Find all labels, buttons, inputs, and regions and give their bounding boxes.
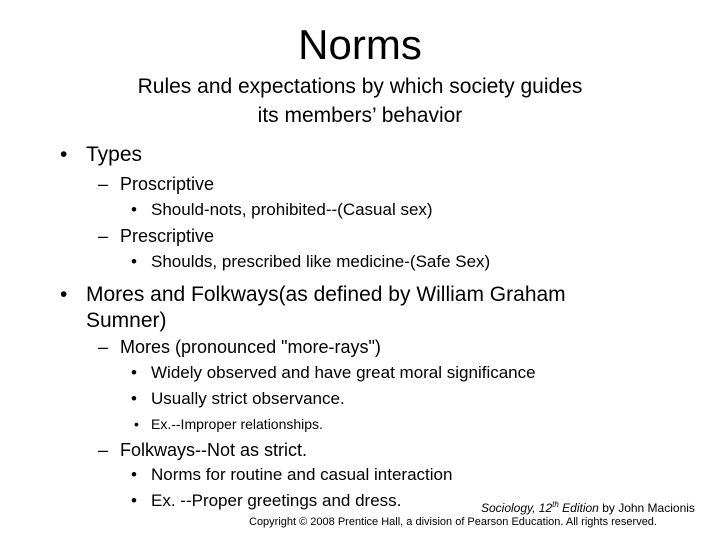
sub-bullet-proscriptive xyxy=(98,172,214,196)
source-credit xyxy=(481,500,695,516)
detail-text: Ex.--Improper relationships. xyxy=(151,416,323,432)
slide-title: Norms xyxy=(298,21,422,68)
bullet-text: Types xyxy=(86,143,143,166)
sub-bullet-text: Proscriptive xyxy=(120,174,215,194)
detail-folkways-1 xyxy=(131,463,452,487)
sub-bullet-text: Folkways--Not as strict. xyxy=(120,440,308,460)
bullet-marker: • xyxy=(131,491,137,510)
bullet-marker: • xyxy=(60,283,68,306)
dash-marker: – xyxy=(98,337,109,357)
edition-superscript: th xyxy=(552,500,559,509)
sub-bullet-text: Mores (pronounced "more-rays") xyxy=(120,337,381,357)
sub-bullet-folkways xyxy=(98,438,307,462)
sub-bullet-mores xyxy=(98,335,381,359)
bullet-marker: • xyxy=(134,416,139,432)
detail-mores-2 xyxy=(131,387,345,411)
copyright-notice: Copyright © 2008 Prentice Hall, a division of Pearson Education. All rights reserved. xyxy=(249,516,657,528)
bullet-marker: • xyxy=(131,363,137,382)
dash-marker: – xyxy=(98,226,109,246)
detail-text: Shoulds, prescribed like medicine-(Safe Sex) xyxy=(151,252,491,271)
dash-marker: – xyxy=(98,174,109,194)
bullet-marker: • xyxy=(131,200,137,219)
detail-prescriptive xyxy=(131,250,490,274)
subtitle-line-1: Rules and expectations by which society guides xyxy=(137,75,583,98)
bullet-text: Mores and Folkways(as defined by William Graham xyxy=(86,283,566,306)
subtitle-line-2: its members’ behavior xyxy=(257,104,463,127)
bullet-marker: • xyxy=(131,389,137,408)
bullet-marker: • xyxy=(131,465,137,484)
detail-text: Norms for routine and casual interaction xyxy=(151,465,453,484)
detail-text: Ex. --Proper greetings and dress. xyxy=(151,491,402,510)
detail-text: Usually strict observance. xyxy=(151,389,345,408)
bullet-mores-folkways-cont: Sumner) xyxy=(86,309,167,332)
bullet-marker: • xyxy=(131,252,137,271)
detail-text: Widely observed and have great moral significance xyxy=(151,363,536,382)
bullet-mores-folkways xyxy=(60,282,566,308)
detail-mores-1 xyxy=(131,361,536,385)
bullet-types xyxy=(60,142,142,168)
bullet-marker: • xyxy=(60,143,68,166)
author-name: by John Macionis xyxy=(598,501,695,515)
detail-folkways-2 xyxy=(131,489,401,513)
sub-bullet-prescriptive xyxy=(98,224,214,248)
edition-label: Edition xyxy=(558,501,599,515)
sub-bullet-text: Prescriptive xyxy=(120,226,215,246)
detail-mores-example xyxy=(134,415,323,433)
dash-marker: – xyxy=(98,440,109,460)
book-title: Sociology, 12 xyxy=(481,501,553,515)
detail-text: Should-nots, prohibited--(Casual sex) xyxy=(151,200,433,219)
detail-proscriptive xyxy=(131,198,433,222)
